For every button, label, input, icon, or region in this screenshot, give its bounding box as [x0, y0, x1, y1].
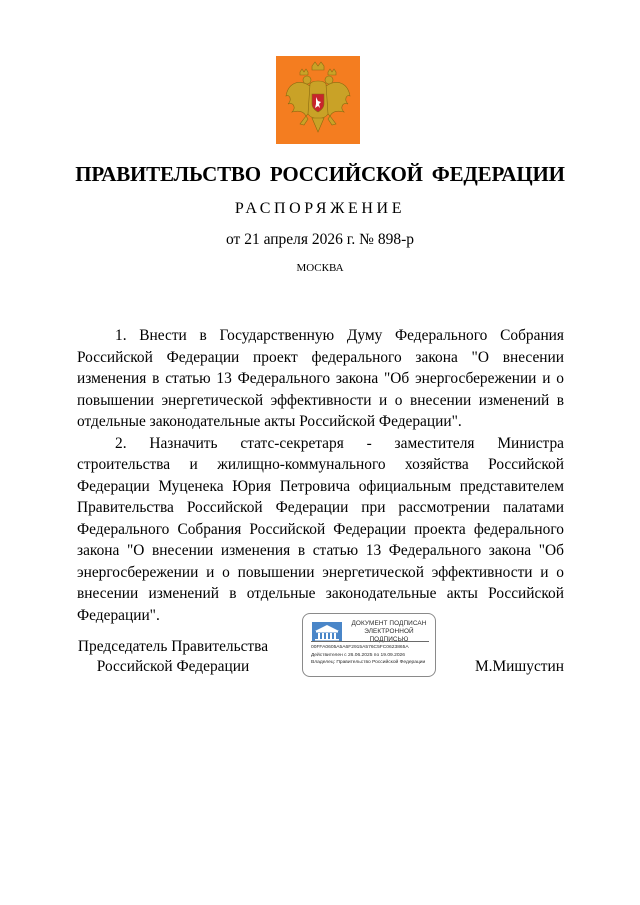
stamp-owner: Владелец: Правительство Российской Федерации: [311, 660, 426, 665]
electronic-signature-stamp: [302, 613, 436, 677]
document-type: РАСПОРЯЖЕНИЕ: [234, 200, 406, 217]
government-title: ПРАВИТЕЛЬСТВО РОССИЙСКОЙ ФЕДЕРАЦИИ: [75, 162, 565, 186]
government-building-icon: [312, 622, 342, 642]
signatory-position-line-2: Российской Федерации: [96, 658, 250, 675]
russian-coat-of-arms-icon: [276, 56, 360, 144]
document-body: [77, 325, 564, 626]
stamp-validity: Действителен с 26.06.2025 по 19.09.2026: [311, 653, 405, 658]
paragraph-1: 1. Внести в Государственную Думу Федерального Собрания Российской Федерации проект федерального закона "О внесении изменения в статью 13 Федерального закона "Об энергосбережении и о повышении энергетической эффективности и о внесении изменений в отдельные законодательные акты Российской Федерации".: [77, 327, 564, 430]
stamp-certificate-number: 00FFA0605A5A6F2915A576C5FC0623865A: [311, 645, 409, 650]
stamp-title: ДОКУМЕНТ ПОДПИСАН ЭЛЕКТРОННОЙ ПОДПИСЬЮ: [351, 620, 427, 643]
signatory-position-line-1: Председатель Правительства: [77, 638, 269, 655]
signatory-position: [77, 637, 269, 677]
paragraph-2: 2. Назначить статс-секретаря - заместителя Министра строительства и жилищно-коммунального хозяйства Российской Федерации Муценека Юрия Петровича официальным представителем Правительства Российской Федерации при рассмотрении палатами Федерального Собрания Российской Федерации проекта федерального закона "О внесении изменения в статью 13 Федерального закона "Об энергосбережении и о повышении энергетической эффективности и о внесении изменений в отдельные законодательные акты Российской Федерации".: [77, 434, 564, 624]
document-date-number: от 21 апреля 2026 г. № 898-р: [226, 231, 414, 248]
stamp-divider: [311, 641, 429, 642]
document-city: МОСКВА: [296, 262, 344, 274]
signatory-name: М.Мишустин: [474, 658, 564, 675]
